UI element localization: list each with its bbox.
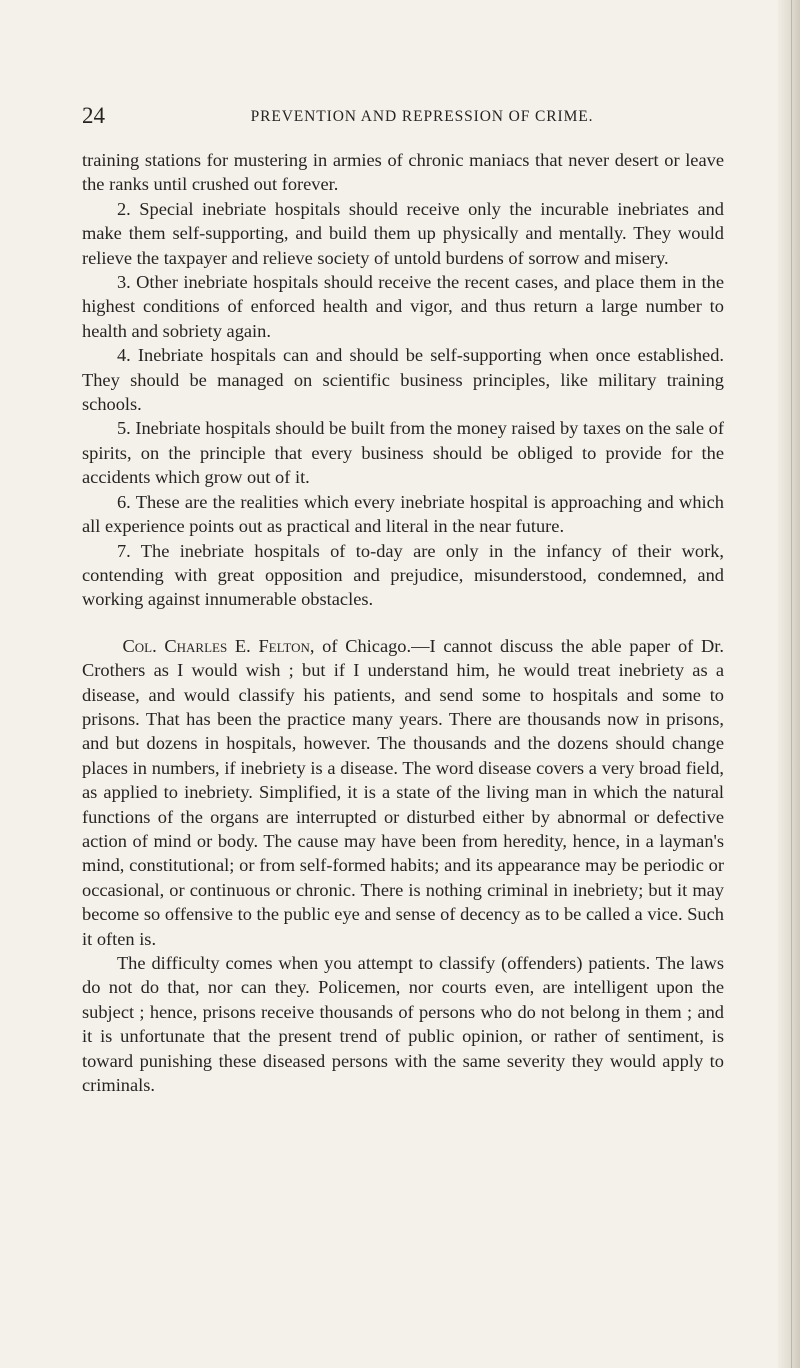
speaker-text: of Chicago.—I cannot discuss the able paper of Dr. Crothers as I would wish ; but if I understand him, he would treat inebriety as a disease, and would classify his patients, and send some to hospitals and some to prisons. That has been the practice many years. There are thousands now in prisons, and but dozens in hospitals, however. The thousands and the dozens should change places in numbers, if inebriety is a disease. The word disease covers a very broad field, as applied to inebriety. Simplified, it is a state of the living man in which the natural functions of the organs are interrupted or disturbed either by abnormal or defective action of mind or body. The cause may have been from heredity, hence, in a layman's mind, constitutional; or from self-formed habits; and its appearance may be periodic or occasional, or continuous or chronic. There is nothing criminal in inebriety; but it may become so offensive to the public eye and sense of decency as to be called a vice. Such it often is.	[82, 635, 724, 949]
section-gap	[82, 612, 724, 634]
list-item-7: 7. The inebriate hospitals of to-day are only in the infancy of their work, contending with great opposition and prejudice, misunderstood, condemned, and working against innumerable obstacles.	[82, 540, 724, 610]
speaker-paragraph	[82, 634, 724, 951]
page-body	[82, 148, 724, 1097]
list-item-4: 4. Inebriate hospitals can and should be self-supporting when once established. They should be managed on scientific business principles, like military training schools.	[82, 345, 724, 415]
list-item-5: 5. Inebriate hospitals should be built from the money raised by taxes on the sale of spirits, on the principle that every business should be obliged to provide for the accidents which grow out of it.	[82, 418, 724, 488]
page-edge-line	[791, 0, 792, 1368]
list-item-6: 6. These are the realities which every inebriate hospital is approaching and which all experience points out as practical and literal in the near future.	[82, 491, 724, 537]
running-head: PREVENTION AND REPRESSION OF CRIME.	[250, 108, 594, 125]
page-edge-shadow	[778, 0, 800, 1368]
list-item-2: 2. Special inebriate hospitals should receive only the incurable inebriates and make them self-supporting, and build them up physically and mentally. They would relieve the taxpayer and relieve society of untold burdens of sorrow and misery.	[82, 198, 724, 268]
speaker-name: Col. Charles E. Felton,	[122, 635, 315, 656]
page-header	[82, 103, 732, 129]
final-paragraph: The difficulty comes when you attempt to classify (offenders) patients. The laws do not do that, nor can they. Policemen, nor courts even, are intelligent upon the subject ; hence, prisons receive thousands of persons who do not belong in them ; and it is unfortunate that the present trend of public opinion, or rather of sentiment, is toward punishing these diseased persons with the same severity they would apply to criminals.	[82, 953, 724, 1096]
list-item-3: 3. Other inebriate hospitals should receive the recent cases, and place them in the highest conditions of enforced health and vigor, and thus return a large number to health and sobriety again.	[82, 272, 724, 341]
page-number: 24	[82, 103, 105, 128]
continuation-paragraph: training stations for mustering in armies of chronic maniacs that never desert or leave the ranks until crushed out forever.	[82, 150, 724, 195]
